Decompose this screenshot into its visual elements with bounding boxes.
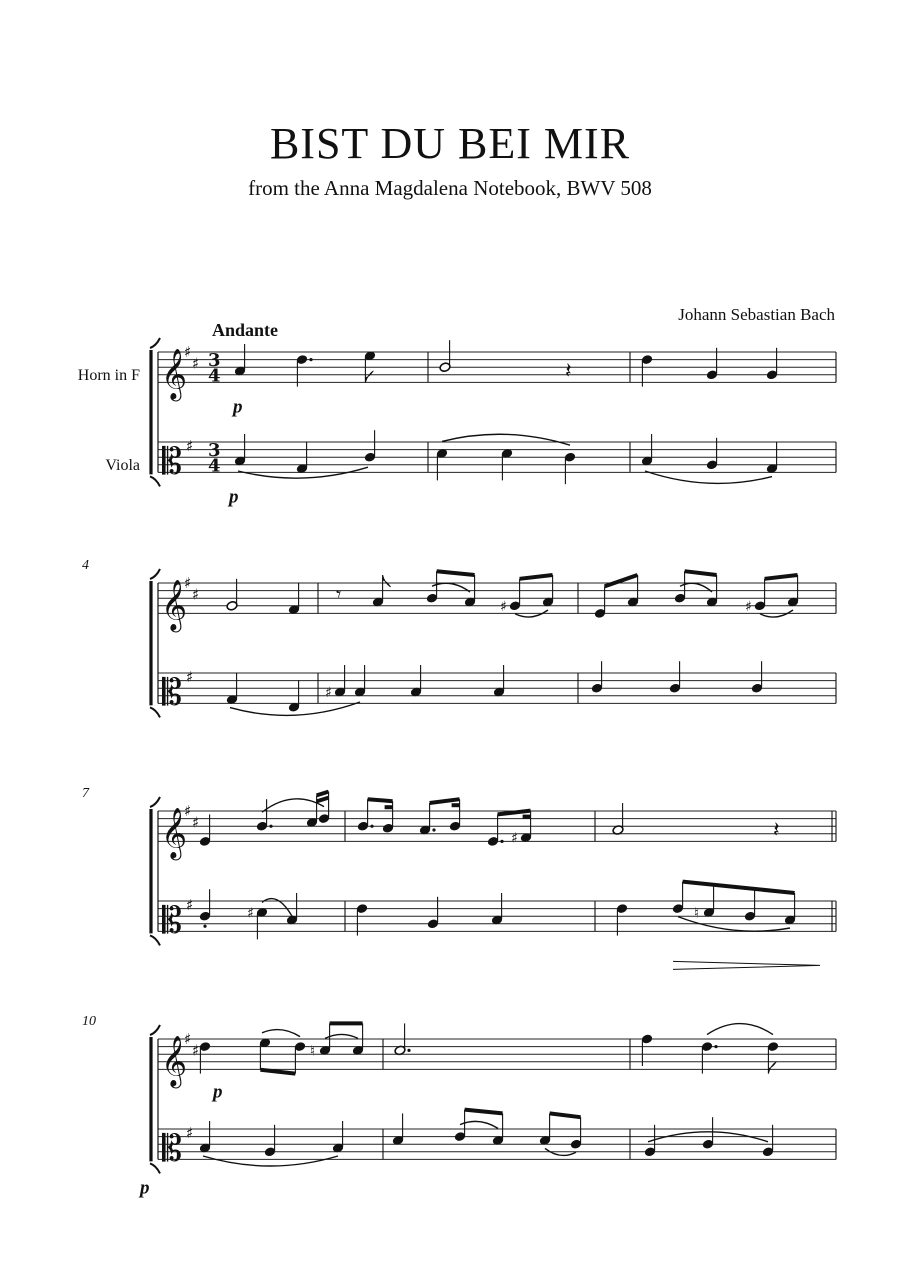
slur <box>203 1156 338 1166</box>
key-sharp-f-icon: ♯ <box>184 802 192 820</box>
key-sharp-f-icon: ♯ <box>184 343 192 361</box>
bracket-top-hook <box>150 1025 160 1035</box>
bracket-bottom-hook <box>150 476 160 486</box>
accidental-icon: ♯ <box>745 598 752 615</box>
key-sharp-c-icon: ♯ <box>192 1041 200 1060</box>
bracket-top-hook <box>150 338 160 348</box>
key-sharp-f-icon: ♯ <box>186 436 194 455</box>
note-beam <box>430 799 460 803</box>
eighth-flag-icon <box>383 575 391 587</box>
alto-clef-icon: 𝄡 <box>162 900 183 942</box>
note-beam <box>605 575 638 586</box>
slur <box>460 1121 498 1128</box>
time-signature-digit: 4 <box>208 455 221 477</box>
key-sharp-f-icon: ♯ <box>184 574 192 592</box>
accidental-icon: ♮ <box>310 1043 316 1060</box>
alto-clef-icon: 𝄡 <box>162 1128 183 1170</box>
bracket-top-hook <box>150 569 160 579</box>
measure-number: 10 <box>82 1014 96 1029</box>
augmentation-dot <box>432 828 435 831</box>
key-sharp-f-icon: ♯ <box>186 667 194 686</box>
piece-title: BIST DU BEI MIR <box>269 119 631 168</box>
instrument-label-horn: Horn in F <box>77 367 140 384</box>
quarter-rest-icon: 𝄽 <box>773 817 780 843</box>
eighth-rest-icon: 𝄾 <box>336 582 342 607</box>
tempo-marking: Andante <box>212 320 279 340</box>
eighth-flag-icon <box>768 1062 776 1074</box>
dynamic-piano: p <box>229 486 239 508</box>
accidental-icon: ♮ <box>694 905 700 922</box>
instrument-label-viola: Viola <box>105 457 140 474</box>
key-sharp-c-icon: ♯ <box>192 585 200 604</box>
slur <box>262 1030 300 1037</box>
treble-clef-icon: 𝄞 <box>161 807 188 859</box>
key-sharp-f-icon: ♯ <box>186 895 194 914</box>
note-beam <box>368 799 393 801</box>
dynamic-piano: p <box>140 1177 150 1199</box>
augmentation-dot <box>714 1045 717 1048</box>
augmentation-dot <box>407 1049 410 1052</box>
note-beam <box>317 792 329 796</box>
slur <box>442 434 570 445</box>
treble-clef-icon: 𝄞 <box>161 348 188 400</box>
eighth-flag-icon <box>365 371 373 383</box>
key-sharp-f-icon: ♯ <box>186 1123 194 1142</box>
measure-number: 4 <box>82 558 89 573</box>
slur <box>707 1024 773 1035</box>
time-signature-digit: 3 <box>208 350 221 372</box>
note-beam <box>683 882 795 893</box>
key-sharp-c-icon: ♯ <box>192 813 200 832</box>
accidental-icon: ♯ <box>500 598 507 615</box>
composer-name: Johann Sebastian Bach <box>678 305 835 324</box>
alto-clef-icon: 𝄡 <box>162 441 183 483</box>
augmentation-dot <box>309 358 312 361</box>
note-beam <box>465 1110 503 1114</box>
note-beam <box>437 571 475 575</box>
note-beam <box>765 575 798 579</box>
note-beam <box>260 1070 295 1074</box>
staff-systems <box>150 338 836 1173</box>
bracket-bottom-hook <box>150 935 160 945</box>
key-sharp-f-icon: ♯ <box>184 1030 192 1048</box>
dynamic-piano: p <box>233 396 243 418</box>
note-beam <box>685 571 717 575</box>
treble-clef-icon: 𝄞 <box>161 579 188 631</box>
augmentation-dot <box>370 825 373 828</box>
bracket-bottom-hook <box>150 707 160 717</box>
note-beam <box>317 798 329 802</box>
treble-clef-icon: 𝄞 <box>161 1035 188 1087</box>
key-sharp-c-icon: ♯ <box>192 354 200 373</box>
time-signature-digit: 3 <box>208 440 221 462</box>
note-beam <box>520 575 553 579</box>
dynamic-piano: p <box>213 1081 223 1103</box>
measure-number: 7 <box>82 786 89 801</box>
augmentation-dot <box>500 840 503 843</box>
decrescendo-hairpin <box>673 961 820 969</box>
bracket-bottom-hook <box>150 1163 160 1173</box>
quarter-rest-icon: 𝄽 <box>565 358 572 384</box>
accidental-icon: ♯ <box>511 830 518 847</box>
accidental-icon: ♯ <box>247 905 254 922</box>
note-beam <box>550 1113 581 1117</box>
accidental-icon: ♯ <box>325 685 332 701</box>
bracket-top-hook <box>150 797 160 807</box>
note-layer <box>199 340 820 1166</box>
augmentation-dot <box>269 825 272 828</box>
slur <box>262 799 324 812</box>
alto-clef-icon: 𝄡 <box>162 672 183 714</box>
piece-subtitle: from the Anna Magdalena Notebook, BWV 508 <box>248 176 652 200</box>
staccato-dot <box>203 925 206 928</box>
time-signature-digit: 4 <box>208 365 221 387</box>
